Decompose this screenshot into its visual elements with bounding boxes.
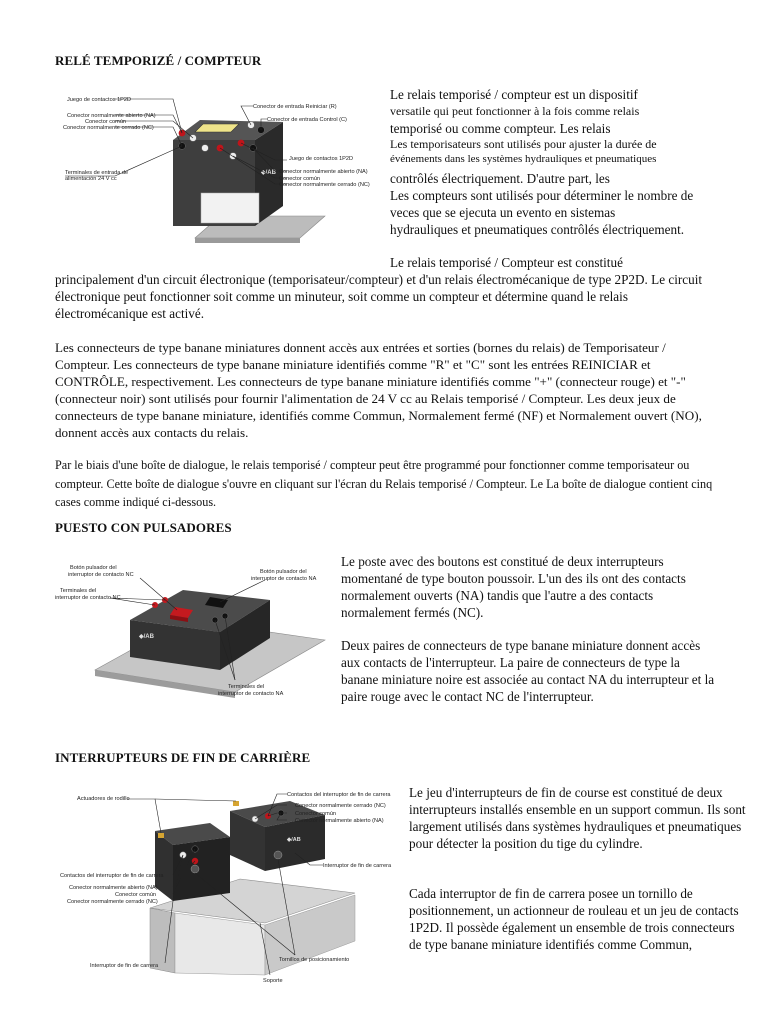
section-title-pushbutton: PUESTO CON PULSADORES (55, 520, 232, 535)
label-btn-nc1: Botón pulsador del (70, 565, 117, 571)
relay-intro-line-9: hydrauliques et pneumatiques contrôlés électriquement. (390, 222, 685, 237)
section-title-limit: INTERRUPTEURS DE FIN DE CARRIÈRE (55, 750, 311, 765)
label-term1: Terminales de entrada de (65, 170, 129, 176)
relay-intro-line-6: contrôlés électriquement. D'autre part, les (390, 171, 610, 186)
label-contactos-left: Contactos del interruptor de fin de carrera (60, 873, 164, 879)
label-btn-na2: interruptor de contacto NA (251, 576, 317, 582)
relay-para3: Les connecteurs de type banane miniatures donnent accès aux entrées et sorties (bornes du relais) de Temporisateur / Compteur. Les connecteurs de type banane miniature identifiés comme "R" et "C" sont les entrées REINICIAR et CONTRÔLE, respectivement. Les connecteurs de type banane miniature identifiés comme "+" (connecteur rouge) et "-" (connecteur noir) sont utilisés pour fournir l'alimentation de 24 V cc au Relais temporisé / Compteur. Les deux jeux de connecteurs de type banane miniature, identifiés comme Commun, Normalement fermé (NF) et Normalement ouvert (NO), donnent accès aux contacts du relais. (55, 340, 702, 440)
relay-intro-line-8: veces que se ejecuta un evento en sistemas (390, 205, 616, 220)
label-control: Conector de entrada Control (C) (267, 117, 347, 123)
label-tornillos: Tornillos de posicionamiento (279, 957, 350, 963)
svg-text:◆/AB: ◆/AB (287, 837, 301, 843)
label-juego2: Juego de contactos 1P2D (289, 156, 354, 162)
relay-intro-line-7: Les compteurs sont utilisés pour déterminer le nombre de (390, 188, 694, 203)
svg-text:◆/AB: ◆/AB (139, 634, 154, 640)
limit-switch-figure (55, 783, 405, 993)
label-comun-left: Conector común (115, 892, 157, 898)
label-nc-left: Conector normalmente cerrado (NC) (67, 899, 158, 905)
label-nc-top: Conector normalmente cerrado (NC) (295, 803, 386, 809)
label-comun2: Conector común (279, 176, 321, 182)
relay-intro (390, 86, 750, 238)
label-soporte: Soporte (263, 978, 283, 984)
label-term2: alimentación 24 V cc (65, 176, 117, 182)
relay-intro-line-5: événements dans les systèmes hydrauliques et pneumatiques (390, 153, 657, 165)
label-nc: Conector normalmente cerrado (NC) (63, 125, 154, 131)
label-term-na2: interruptor de contacto NA (218, 691, 284, 697)
label-interruptor-left: Interruptor de fin de carrera (90, 963, 159, 969)
section-title-relay: RELÉ TEMPORIZÉ / COMPTEUR (55, 53, 262, 68)
label-juego1: Juego de contactos 1P2D (67, 97, 132, 103)
limit-para1: Le jeu d'interrupteurs de fin de course est constitué de deux interrupteurs installés ensemble en un support commun. Ils sont largement utilisés dans systèmes hydrauliques et pneumatiques pour détecter la position du tige du cylindre. (409, 785, 746, 851)
relay-intro-line-4: Les temporisateurs sont utilisés pour ajuster la durée de (390, 137, 657, 151)
relay-intro-line-1: Le relais temporisé / compteur est un dispositif (390, 87, 638, 102)
label-na-top: Conector normalmente abierto (NA) (295, 818, 384, 824)
label-comun-top: Conector común (295, 811, 337, 817)
relay-intro-line-3: temporisé ou comme compteur. Les relais (390, 121, 611, 136)
label-term-nc2: interruptor de contacto NC (55, 595, 121, 601)
relay-intro-line-2: versatile qui peut fonctionner à la fois comme relais (390, 104, 640, 118)
svg-text:◆/AB: ◆/AB (261, 170, 276, 176)
timer-relay-figure (55, 88, 385, 253)
label-actuadores: Actuadores de rodillo (77, 796, 130, 802)
label-reiniciar: Conector de entrada Reiniciar (R) (253, 104, 337, 110)
label-btn-nc2: interruptor de contacto NC (68, 572, 134, 578)
label-na: Conector normalmente abierto (NA) (67, 113, 156, 119)
pushbutton-para1: Le poste avec des boutons est constitué de deux interrupteurs momentané de type bouton poussoir. L'un des ils ont des contacts normalement ouverts (NA) tandis que l'autre a des contacts normalement fermés (NC). (341, 554, 686, 620)
label-nc2: Conector normalmente cerrado (NC) (279, 182, 370, 188)
label-term-na1: Terminales del (228, 684, 265, 690)
label-contactos-top: Contactos del interruptor de fin de carrera (287, 792, 391, 798)
relay-para2-first: Le relais temporisé / Compteur est constitué (390, 255, 623, 270)
pushbutton-figure (55, 560, 335, 710)
label-na2: Conector normalmente abierto (NA) (279, 169, 368, 175)
label-interruptor-right: Interruptor de fin de carrera (323, 863, 392, 869)
label-btn-na1: Botón pulsador del (260, 569, 307, 575)
label-na-left: Conector normalmente abierto (NA) (69, 885, 158, 891)
limit-para2: Cada interruptor de fin de carrera posee un tornillo de positionnement, un actionneur de rouleau et un jeu de contacts 1P2D. Il possède également un ensemble de trois connecteurs de type banane miniature identifiés comme Commun, (409, 886, 739, 952)
relay-para4: Par le biais d'une boîte de dialogue, le relais temporisé / compteur peut être programmé pour fonctionner comme temporisateur ou compteur. Cette boîte de dialogue s'ouvre en cliquant sur l'écran du Relais temporisé / Compteur. Le La boîte de dialogue contient cinq cases comme indiqué ci-dessous. (55, 458, 713, 509)
pushbutton-para2: Deux paires de connecteurs de type banane miniature donnent accès aux contacts de l'interrupteur. La paire de connecteurs de type la banane miniature noire est associée au contact NA du interrupteur et la paire rouge avec le contact NC de l'interrupteur. (341, 638, 715, 704)
label-term-nc1: Terminales del (60, 588, 97, 594)
label-comun: Conector común (85, 119, 127, 125)
relay-para2-rest: principalement d'un circuit électronique (temporisateur/compteur) et d'un relais électromécanique de type 2P2D. Le circuit électronique peut fonctionner soit comme un minuteur, soit comme un compteur et détermine quand le relais électromécanique est activé. (55, 272, 703, 321)
